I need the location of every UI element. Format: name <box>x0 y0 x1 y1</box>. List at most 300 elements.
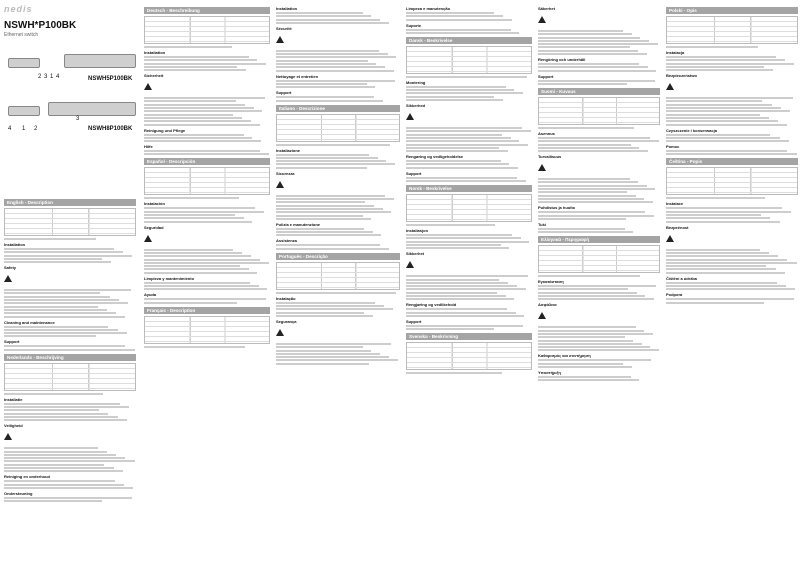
text-line <box>406 279 499 281</box>
section-heading: Rengjøring og vedlikehold <box>406 302 457 308</box>
text-line <box>666 262 797 264</box>
text-line <box>276 83 367 85</box>
text-line <box>666 298 794 300</box>
text-line <box>406 275 528 277</box>
text-line <box>144 221 252 223</box>
text-line <box>276 163 395 165</box>
text-line <box>406 19 512 21</box>
text-line <box>276 96 374 98</box>
text-line <box>406 244 501 246</box>
text-line <box>4 332 127 334</box>
column-3-body <box>276 6 400 365</box>
text-line <box>4 460 135 462</box>
text-line <box>144 298 266 300</box>
text-line <box>406 12 494 14</box>
language-section-header: Svenska - Beskrivning <box>406 333 532 340</box>
text-line <box>538 50 638 52</box>
column-4 <box>404 0 534 567</box>
text-line <box>406 167 518 169</box>
text-line <box>406 298 514 300</box>
text-line <box>538 336 625 338</box>
text-line <box>276 356 389 358</box>
text-line <box>538 140 659 142</box>
callout-a-1: 2 <box>38 74 42 80</box>
text-line <box>4 419 127 421</box>
warning-icon <box>144 83 152 90</box>
text-line <box>144 249 233 251</box>
section-heading: Installazione <box>276 147 301 153</box>
text-line <box>666 140 789 142</box>
text-line <box>144 137 252 139</box>
text-line <box>666 137 780 139</box>
language-section-header: Polski - Opis <box>666 7 798 14</box>
text-line <box>406 247 509 249</box>
section-heading: Seguridad <box>144 224 164 230</box>
text-line <box>666 207 782 209</box>
text-line <box>276 292 396 294</box>
section-heading: Support <box>406 170 422 176</box>
text-line <box>666 66 764 68</box>
section-heading: Support <box>4 339 20 345</box>
column-1-body <box>4 199 136 502</box>
text-line <box>666 56 776 58</box>
text-line <box>406 234 512 236</box>
text-line <box>666 285 786 287</box>
text-line <box>406 372 502 374</box>
spec-table <box>406 46 532 74</box>
text-line <box>666 110 790 112</box>
text-line <box>406 140 519 142</box>
text-line <box>538 218 626 220</box>
text-line <box>538 285 656 287</box>
text-line <box>538 63 639 65</box>
text-line <box>406 127 522 129</box>
text-line <box>276 315 373 317</box>
language-section-header: Suomi - Kuvaus <box>538 88 660 95</box>
text-line <box>276 195 385 197</box>
text-line <box>666 120 778 122</box>
callout-b-1: 4 <box>8 126 12 132</box>
language-section-header: Dansk - Beskrivelse <box>406 37 532 44</box>
text-line <box>276 244 380 246</box>
text-line <box>276 157 378 159</box>
warning-icon <box>666 83 674 90</box>
switch-5-port-image <box>64 54 136 68</box>
text-line <box>538 178 630 180</box>
text-line <box>276 234 381 236</box>
text-line <box>538 231 633 233</box>
text-line <box>666 221 780 223</box>
text-line <box>144 120 251 122</box>
text-line <box>406 130 531 132</box>
section-heading: Hilfe <box>144 144 153 150</box>
section-heading: Ondersteuning <box>4 490 33 496</box>
text-line <box>406 224 495 226</box>
warning-icon <box>538 16 546 23</box>
text-line <box>666 124 787 126</box>
text-line <box>538 275 640 277</box>
text-line <box>538 185 647 187</box>
text-line <box>144 140 261 142</box>
text-line <box>538 349 659 351</box>
language-section-header: Italiano - Descrizione <box>276 105 400 112</box>
text-line <box>4 447 98 449</box>
section-heading: Podpora <box>666 292 683 298</box>
text-line <box>276 144 390 146</box>
text-line <box>666 249 760 251</box>
warning-icon <box>406 113 414 120</box>
text-line <box>144 107 254 109</box>
text-line <box>4 451 107 453</box>
text-line <box>538 292 637 294</box>
column-2 <box>142 0 272 567</box>
text-line <box>666 272 785 274</box>
text-line <box>144 110 262 112</box>
spec-table <box>144 167 270 195</box>
text-line <box>276 80 395 82</box>
text-line <box>538 363 623 365</box>
text-line <box>144 346 245 348</box>
spec-table <box>276 114 400 142</box>
text-line <box>538 70 656 72</box>
product-subtitle: Ethernet switch <box>4 32 39 38</box>
spec-table <box>538 97 660 125</box>
text-line <box>144 282 250 284</box>
text-line <box>276 100 383 102</box>
text-line <box>538 228 625 230</box>
text-line <box>144 217 244 219</box>
text-line <box>276 198 394 200</box>
text-line <box>144 265 240 267</box>
text-line <box>666 150 787 152</box>
section-heading: Rengöring och underhåll <box>538 57 586 63</box>
text-line <box>276 205 374 207</box>
section-heading: Reinigung und Pflege <box>144 127 186 133</box>
text-line <box>276 70 394 72</box>
text-line <box>406 147 499 149</box>
text-line <box>144 104 245 106</box>
text-line <box>4 248 114 250</box>
text-line <box>4 409 99 411</box>
text-line <box>666 255 778 257</box>
text-line <box>538 211 645 213</box>
text-line <box>144 63 266 65</box>
text-line <box>144 255 251 257</box>
text-line <box>276 60 368 62</box>
text-line <box>4 299 119 301</box>
text-line <box>144 100 236 102</box>
text-line <box>538 147 639 149</box>
text-line <box>406 328 494 330</box>
text-line <box>4 500 102 502</box>
section-heading: Support <box>276 90 292 96</box>
text-line <box>144 117 242 119</box>
section-heading: Sicherheit <box>144 73 164 79</box>
text-line <box>276 228 364 230</box>
callout-b-2: 1 <box>22 126 26 132</box>
text-line <box>538 30 623 32</box>
section-heading: Installasjon <box>406 228 429 234</box>
text-line <box>538 343 642 345</box>
text-line <box>276 201 365 203</box>
callout-a-3: 1 <box>50 74 54 80</box>
text-line <box>276 218 371 220</box>
text-line <box>4 349 135 351</box>
text-line <box>538 326 636 328</box>
text-line <box>4 302 128 304</box>
text-line <box>538 66 648 68</box>
section-heading: Asennus <box>538 130 555 136</box>
spec-table <box>406 342 532 370</box>
text-line <box>4 454 116 456</box>
section-heading: Cleaning and maintenance <box>4 319 55 325</box>
text-line <box>538 150 648 152</box>
text-line <box>538 201 653 203</box>
callout-a-2: 3 <box>44 74 48 80</box>
text-line <box>666 46 758 48</box>
language-section-header: Nederlands - Beschrijving <box>4 354 136 361</box>
section-heading: Säkerhet <box>538 6 555 11</box>
text-line <box>144 97 265 99</box>
text-line <box>406 144 528 146</box>
text-line <box>144 262 269 264</box>
text-line <box>406 308 507 310</box>
warning-icon <box>666 235 674 242</box>
text-line <box>538 127 634 129</box>
callout-a-4: 4 <box>56 74 60 80</box>
text-line <box>4 497 132 499</box>
text-line <box>4 309 107 311</box>
switch-8-port-image <box>48 102 136 116</box>
column-2-body <box>144 7 270 348</box>
device-figures <box>4 46 136 196</box>
text-line <box>406 160 501 162</box>
section-heading: Support <box>538 73 554 79</box>
text-line <box>406 150 508 152</box>
text-line <box>276 50 379 52</box>
text-line <box>144 272 257 274</box>
language-section-header: Français - Description <box>144 307 270 314</box>
text-line <box>666 107 781 109</box>
text-line <box>538 188 655 190</box>
text-line <box>406 96 494 98</box>
text-line <box>538 215 654 217</box>
warning-icon <box>538 312 546 319</box>
text-line <box>144 259 260 261</box>
text-line <box>538 333 653 335</box>
brand-logo: nedis <box>4 4 33 14</box>
text-line <box>4 251 123 253</box>
text-line <box>406 32 519 34</box>
warning-icon <box>406 261 414 268</box>
text-line <box>538 195 636 197</box>
text-line <box>144 69 246 71</box>
text-line <box>4 403 120 405</box>
section-heading: Safety <box>4 265 17 271</box>
warning-icon <box>538 164 546 171</box>
section-heading: Εγκατάσταση <box>538 279 564 285</box>
spec-table <box>406 194 532 222</box>
spec-table <box>4 208 136 236</box>
text-line <box>538 43 658 45</box>
text-line <box>666 100 762 102</box>
section-heading: Installation <box>276 6 298 11</box>
text-line <box>276 215 363 217</box>
section-heading: Limpeza e manutenção <box>406 6 451 11</box>
text-line <box>4 296 110 298</box>
figure-a-model: NSWH5P100BK <box>88 76 133 82</box>
section-heading: Puhdistus ja huolto <box>538 205 576 211</box>
text-line <box>144 285 259 287</box>
text-line <box>538 376 631 378</box>
text-line <box>538 379 639 381</box>
section-heading: Turvallisuus <box>538 154 562 160</box>
section-heading: Pulizia e manutenzione <box>276 221 321 227</box>
language-section-header: Čeština - Popis <box>666 158 798 165</box>
column-1 <box>0 0 140 567</box>
text-line <box>406 285 517 287</box>
text-line <box>276 231 373 233</box>
column-4-body <box>406 6 532 374</box>
text-line <box>4 470 123 472</box>
warning-icon <box>4 275 12 282</box>
section-heading: Installation <box>144 50 166 55</box>
text-line <box>406 295 506 297</box>
text-line <box>276 359 398 361</box>
section-heading: Ασφάλεια <box>538 302 557 308</box>
text-line <box>276 211 391 213</box>
text-line <box>538 33 632 35</box>
warning-icon <box>144 235 152 242</box>
text-line <box>4 464 104 466</box>
text-line <box>144 288 267 290</box>
text-line <box>406 92 523 94</box>
text-line <box>538 288 628 290</box>
text-line <box>144 302 237 304</box>
text-line <box>666 214 761 216</box>
text-line <box>666 302 764 304</box>
text-line <box>276 208 383 210</box>
text-line <box>406 237 521 239</box>
language-section-header: Ελληνικά - Περιγραφή <box>538 236 660 243</box>
text-line <box>406 325 523 327</box>
column-6 <box>664 0 802 567</box>
text-line <box>276 154 369 156</box>
text-line <box>666 217 770 219</box>
text-line <box>538 181 638 183</box>
section-heading: Limpieza y mantenimiento <box>144 275 195 281</box>
text-line <box>4 255 132 257</box>
text-line <box>538 366 632 368</box>
text-line <box>538 298 654 300</box>
language-section-header: Norsk - Beskrivelse <box>406 185 532 192</box>
text-line <box>144 153 269 155</box>
text-line <box>406 292 497 294</box>
spec-table <box>666 167 798 195</box>
section-heading: Sicurezza <box>276 170 295 176</box>
text-line <box>144 214 235 216</box>
text-line <box>406 15 503 17</box>
text-line <box>666 69 773 71</box>
text-line <box>406 241 529 243</box>
text-line <box>276 248 389 250</box>
text-line <box>666 265 766 267</box>
column-3 <box>274 0 402 567</box>
text-line <box>4 416 118 418</box>
text-line <box>406 29 511 31</box>
text-line <box>406 163 509 165</box>
text-line <box>4 393 103 395</box>
text-line <box>666 288 795 290</box>
section-heading: Instalace <box>666 201 684 207</box>
text-line <box>276 66 385 68</box>
text-line <box>406 99 503 101</box>
text-line <box>666 259 787 261</box>
section-heading: Ayuda <box>144 292 157 298</box>
text-line <box>4 480 115 482</box>
text-line <box>406 134 502 136</box>
text-line <box>666 134 770 136</box>
text-line <box>538 53 647 55</box>
section-heading: Υποστήριξη <box>538 369 561 375</box>
text-line <box>4 335 96 337</box>
callout-b-4: 3 <box>76 116 80 122</box>
text-line <box>666 211 791 213</box>
text-line <box>406 282 508 284</box>
text-line <box>666 59 785 61</box>
text-line <box>144 56 249 58</box>
text-line <box>276 363 369 365</box>
text-line <box>406 180 526 182</box>
text-line <box>4 467 114 469</box>
callout-b-3: 2 <box>34 126 38 132</box>
section-heading: Nettoyage et entretien <box>276 73 319 79</box>
section-heading: Instalação <box>276 295 296 301</box>
text-line <box>276 346 363 348</box>
text-line <box>538 340 633 342</box>
text-line <box>276 22 389 24</box>
text-line <box>538 359 651 361</box>
text-line <box>538 83 627 85</box>
text-line <box>276 56 396 58</box>
text-line <box>144 59 257 61</box>
text-line <box>666 252 769 254</box>
spec-table <box>538 245 660 273</box>
text-line <box>144 66 237 68</box>
text-line <box>406 76 527 78</box>
text-line <box>4 289 131 291</box>
text-line <box>4 326 108 328</box>
text-line <box>4 484 124 486</box>
text-line <box>276 353 380 355</box>
text-line <box>144 252 242 254</box>
text-line <box>538 137 650 139</box>
model-title: NSWH*P100BK <box>4 20 77 31</box>
text-line <box>538 346 650 348</box>
text-line <box>666 97 793 99</box>
text-line <box>538 198 644 200</box>
text-line <box>538 191 627 193</box>
text-line <box>4 413 108 415</box>
text-line <box>4 238 96 240</box>
text-line <box>666 197 765 199</box>
spec-table <box>144 16 270 44</box>
text-line <box>538 80 655 82</box>
text-line <box>538 295 645 297</box>
text-line <box>538 144 631 146</box>
warning-icon <box>276 329 284 336</box>
text-line <box>276 305 384 307</box>
